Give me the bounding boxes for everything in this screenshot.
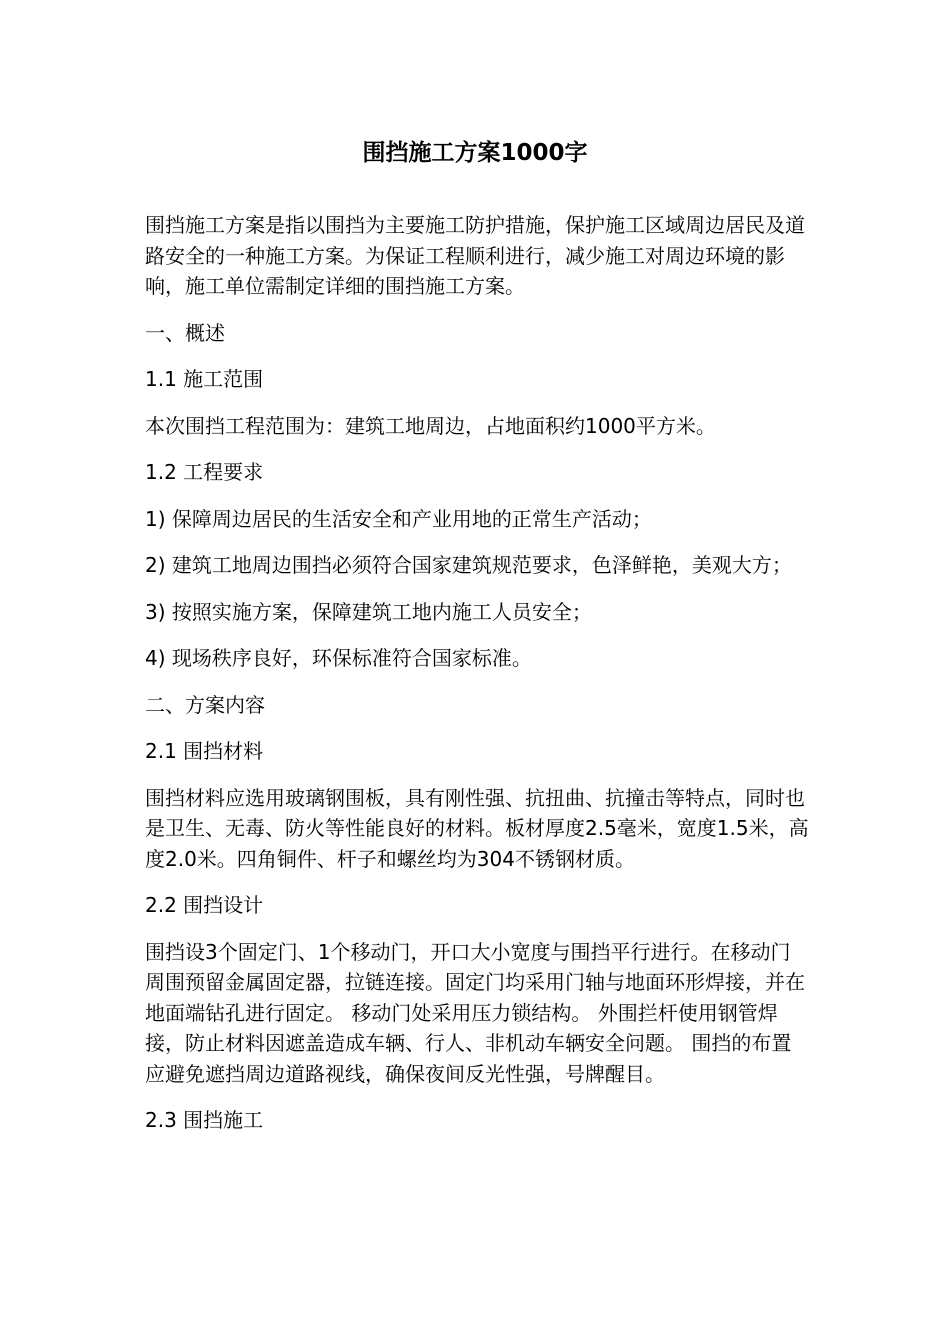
subsection-heading-materials: 2.1 围挡材料 <box>145 739 264 763</box>
section-heading-plan-content: 二、方案内容 <box>145 692 265 717</box>
design-paragraph: 围挡设3个固定门、1个移动门，开口大小宽度与围挡平行进行。在移动门周围预留金属固定器，拉链连接。固定门均采用门轴与地面环形焊接，并在地面端钻孔进行固定。 移动门处采用压力锁结构。 外围拦杆使用钢管焊接，防止材料因遮盖造成车辆、行人、非机动车辆安全问题。 围挡的布置应避免遮挡周边道路视线，确保夜间反光性强，号牌醒目。 <box>145 939 805 1086</box>
materials-paragraph: 围挡材料应选用玻璃钢围板，具有刚性强、抗扭曲、抗撞击等特点，同时也是卫生、无毒、防火等性能良好的材料。板材厚度2.5毫米，宽度1.5米，高度2.0米。四角铜件、杆子和螺丝均为304不锈钢材质。 <box>145 785 809 871</box>
document-body <box>145 210 810 1152</box>
scope-paragraph: 本次围挡工程范围为：建筑工地周边，占地面积约1000平方米。 <box>145 413 716 438</box>
document-title: 围挡施工方案1000字 <box>362 140 588 166</box>
requirement-item-2: 2) 建筑工地周边围挡必须符合国家建筑规范要求，色泽鲜艳，美观大方； <box>145 553 792 577</box>
requirement-item-4: 4) 现场秩序良好，环保标准符合国家标准。 <box>145 646 532 670</box>
subsection-heading-scope: 1.1 施工范围 <box>145 367 264 391</box>
section-heading-overview: 一、概述 <box>145 320 225 345</box>
intro-paragraph: 围挡施工方案是指以围挡为主要施工防护措施，保护施工区域周边居民及道路安全的一种施工方案。为保证工程顺利进行，减少施工对周边环境的影响，施工单位需制定详细的围挡施工方案。 <box>145 213 805 298</box>
requirement-item-1: 1) 保障周边居民的生活安全和产业用地的正常生产活动； <box>145 506 652 531</box>
subsection-heading-design: 2.2 围挡设计 <box>145 893 264 917</box>
requirement-item-3: 3) 按照实施方案，保障建筑工地内施工人员安全； <box>145 599 592 624</box>
subsection-heading-construction: 2.3 围挡施工 <box>145 1108 264 1132</box>
subsection-heading-requirements: 1.2 工程要求 <box>145 460 264 484</box>
